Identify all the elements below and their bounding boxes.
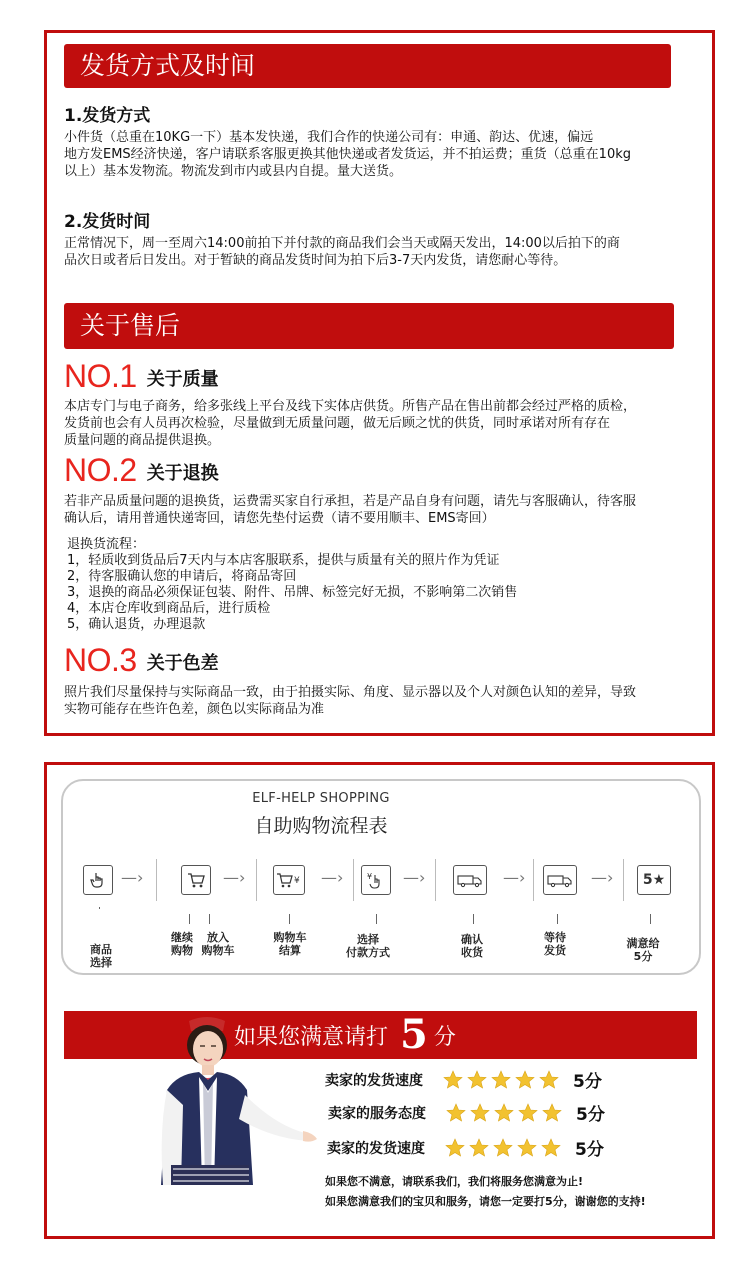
shipping-time-text xyxy=(64,235,620,269)
flow-title-cn: 自助购物流程表 xyxy=(254,815,388,837)
rating-banner-prefix: 如果您满意请打 xyxy=(234,1024,389,1050)
text-line: 以上）基本发物流。物流发到市内或县内自提。量大送货。 xyxy=(64,164,403,179)
hand-pointer-icon xyxy=(83,865,113,895)
item-title: 关于质量 xyxy=(146,369,219,390)
star-icon xyxy=(539,1070,559,1090)
tick xyxy=(557,914,558,924)
step-label-select-product: 商品 选择 xyxy=(90,943,112,969)
text-line: 照片我们尽量保持与实际商品一致，由于拍摄实际、角度、显示器以及个人对颜色认知的差异，导致 xyxy=(64,685,637,700)
cart-yen-icon xyxy=(273,865,305,895)
text-line: 本店专门与电子商务，给多张线上平台及线下实体店供货。所售产品在售出前都会经过严格的质检， xyxy=(64,399,637,414)
star-icon xyxy=(541,1138,561,1158)
star-icon xyxy=(445,1138,465,1158)
text-line: 地方发EMS经济快递，客户请联系客服更换其他快递或者发货运，并不拍运费；重货（总重在10kg xyxy=(64,147,632,162)
step-label-wait-shipping: 等待 发货 xyxy=(544,931,566,957)
step-label-confirm-receipt: 确认 收货 xyxy=(461,933,483,959)
flow-title-en: ELF-HELP SHOPPING xyxy=(252,791,390,806)
divider xyxy=(623,859,624,901)
star-icon xyxy=(515,1070,535,1090)
star-rating xyxy=(446,1103,562,1123)
tick xyxy=(209,914,210,924)
rating-row-label: 卖家的发货速度 xyxy=(327,1140,425,1157)
star-rating xyxy=(443,1070,559,1090)
tick xyxy=(189,914,190,924)
process-step: 1，轻质收到货品后7天内与本店客服联系，提供与质量有关的照片作为凭证 xyxy=(67,553,500,568)
shipping-method-heading: 1.发货方式 xyxy=(64,106,151,126)
text-line: 质量问题的商品提供退换。 xyxy=(64,433,221,448)
star-icon xyxy=(467,1070,487,1090)
step-label-checkout: 购物车 结算 xyxy=(273,931,307,957)
rating-row-shipping-speed xyxy=(325,1067,602,1092)
tick xyxy=(473,914,474,924)
shopping-cart-icon xyxy=(181,865,211,895)
shipping-banner: 发货方式及时间 xyxy=(64,44,671,88)
star-icon xyxy=(469,1138,489,1158)
shipping-method-text xyxy=(64,129,631,180)
text-line: 确认后，请用普通快递寄回，请您先垫付运费（请不要用顺丰、EMS寄回） xyxy=(64,511,495,526)
item-title: 关于退换 xyxy=(146,463,219,484)
step-label-add-to-cart: 放入 购物车 xyxy=(201,931,235,957)
shopping-flow-chart xyxy=(61,779,701,975)
after-sales-item-quality xyxy=(64,359,219,393)
quality-text xyxy=(64,398,636,449)
text-line: 若非产品质量问题的退换货，运费需买家自行承担，若是产品自身有问题，请先与客服确认，待客服 xyxy=(64,494,637,509)
star-rating xyxy=(445,1138,561,1158)
divider xyxy=(533,859,534,901)
rating-banner-number: 5 xyxy=(400,1011,428,1058)
step-label-continue-shopping: 继续 购物 xyxy=(171,931,193,957)
svg-text:¥: ¥ xyxy=(294,876,300,886)
svg-text:¥: ¥ xyxy=(367,872,373,881)
item-title: 关于色差 xyxy=(146,653,219,674)
tick xyxy=(650,914,651,924)
color-text xyxy=(64,684,636,718)
return-process-list xyxy=(67,537,517,633)
process-step: 5，确认退货，办理退款 xyxy=(67,617,206,632)
item-number: NO.3 xyxy=(64,642,137,678)
rating-row-label: 卖家的发货速度 xyxy=(325,1072,423,1089)
process-step: 4，本店仓库收到商品后，进行质检 xyxy=(67,601,271,616)
tick xyxy=(376,914,377,924)
shopping-flow-rating-panel xyxy=(44,762,715,1239)
flow-arrow-icon: —› xyxy=(503,868,526,887)
star-icon xyxy=(542,1103,562,1123)
text-line: 正常情况下，周一至周六14:00前拍下并付款的商品我们会当天或隔天发出，14:00以后拍下的商 xyxy=(64,236,620,251)
flow-arrow-icon: —› xyxy=(321,868,344,887)
flow-arrow-icon: —› xyxy=(223,868,246,887)
star-icon xyxy=(518,1103,538,1123)
waiting-truck-icon xyxy=(543,865,577,895)
shipping-time-heading: 2.发货时间 xyxy=(64,212,151,232)
rating-score: 5分 xyxy=(575,1140,604,1160)
tick xyxy=(99,907,100,909)
rating-score: 5分 xyxy=(573,1072,602,1092)
flow-arrow-icon: —› xyxy=(121,868,144,887)
step-label-give-five: 满意给 5分 xyxy=(626,937,660,963)
star-icon xyxy=(517,1138,537,1158)
shipping-aftersales-panel xyxy=(44,30,715,736)
step-label-payment-method: 选择 付款方式 xyxy=(346,933,390,959)
divider xyxy=(256,859,257,901)
divider xyxy=(435,859,436,901)
star-icon xyxy=(443,1070,463,1090)
rating-row-label: 卖家的服务态度 xyxy=(328,1105,426,1122)
star-icon xyxy=(491,1070,511,1090)
process-step: 2，待客服确认您的申请后，将商品寄回 xyxy=(67,569,297,584)
delivery-truck-icon xyxy=(453,865,487,895)
text-line: 实物可能存在些许色差，颜色以实际商品为准 xyxy=(64,702,325,717)
item-number: NO.2 xyxy=(64,452,137,488)
return-text xyxy=(64,493,636,527)
divider xyxy=(156,859,157,901)
after-sales-item-color xyxy=(64,643,219,677)
rating-note-satisfied: 如果您满意我们的宝贝和服务，请您一定要打5分，谢谢您的支持! xyxy=(325,1195,646,1208)
text-line: 品次日或者后日发出。对于暂缺的商品发货时间为拍下后3-7天内发货，请您耐心等待。 xyxy=(64,253,567,268)
star-icon xyxy=(446,1103,466,1123)
star-icon xyxy=(493,1138,513,1158)
yen-hand-icon xyxy=(361,865,391,895)
after-sales-item-return xyxy=(64,453,219,487)
rating-score: 5分 xyxy=(576,1105,605,1125)
text-line: 小件货（总重在10KG一下）基本发快递，我们合作的快递公司有：申通、韵达、优速，偏远 xyxy=(64,130,594,145)
text-line: 发货前也会有人员再次检验，尽量做到无质量问题，做无后顾之忧的供货，同时承诺对所有存在 xyxy=(64,416,611,431)
divider xyxy=(353,859,354,901)
rating-banner-suffix: 分 xyxy=(433,1024,456,1050)
flow-arrow-icon: —› xyxy=(403,868,426,887)
process-step: 3，退换的商品必须保证包装、附件、吊牌、标签完好无损，不影响第二次销售 xyxy=(67,585,518,600)
rating-row-service-attitude xyxy=(328,1100,605,1125)
item-number: NO.1 xyxy=(64,358,137,394)
after-sales-banner: 关于售后 xyxy=(64,303,674,349)
tick xyxy=(289,914,290,924)
rating-row-shipping-speed-2 xyxy=(327,1135,604,1160)
five-star-icon: 5★ xyxy=(637,865,671,895)
customer-service-attendant-image xyxy=(147,1015,317,1185)
star-icon xyxy=(494,1103,514,1123)
rating-note-unsatisfied: 如果您不满意，请联系我们，我们将服务您满意为止! xyxy=(325,1175,584,1188)
flow-arrow-icon: —› xyxy=(591,868,614,887)
star-icon xyxy=(470,1103,490,1123)
process-title: 退换货流程： xyxy=(67,537,146,552)
